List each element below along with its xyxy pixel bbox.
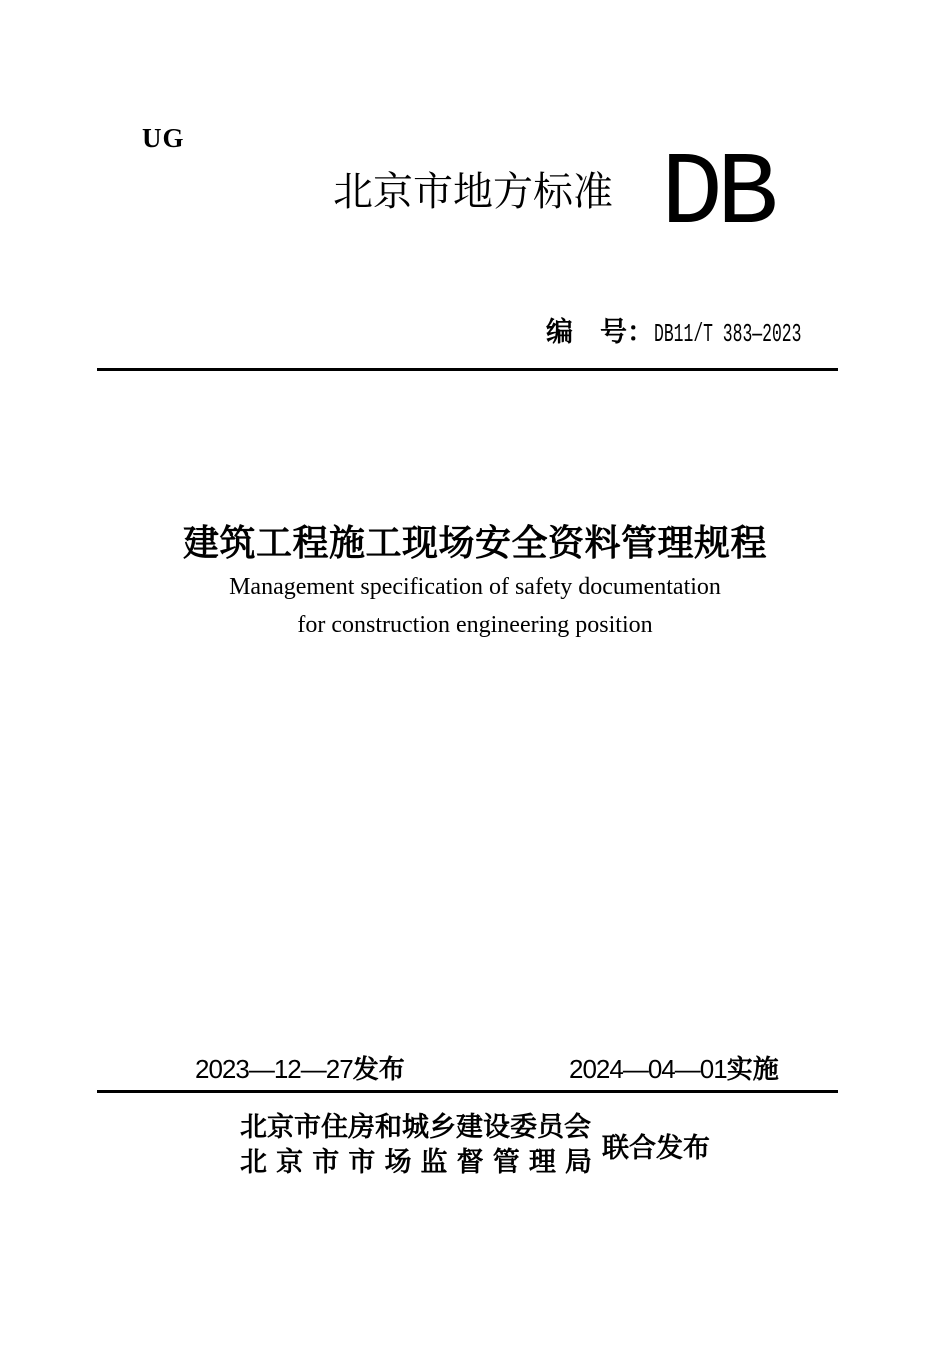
bottom-rule — [97, 1090, 838, 1093]
document-title-zh: 建筑工程施工现场安全资料管理规程 — [182, 522, 767, 563]
corner-mark: UG — [142, 123, 185, 153]
issue-date-label: 发布 — [352, 1054, 405, 1084]
publisher-1: 北京市住房和城乡建设委员会 — [240, 1112, 591, 1142]
standard-number-line — [546, 310, 807, 349]
implementation-date — [569, 1049, 779, 1086]
publisher-names — [240, 1110, 592, 1180]
implementation-date-value: 2024—04—01 — [569, 1054, 727, 1084]
standard-number-value: DB11/T 383—2023 — [654, 319, 802, 349]
publishers-block — [0, 1110, 950, 1180]
standard-type-title: 北京市地方标准 — [333, 170, 613, 214]
joint-publish-label: 联合发布 — [602, 1132, 710, 1163]
document-title-en-line2: for construction engineering position — [297, 612, 653, 638]
document-title-en-line1: Management specification of safety documentation — [229, 574, 721, 600]
issue-date-value: 2023—12—27 — [195, 1054, 353, 1084]
issue-date — [195, 1049, 405, 1086]
standard-number-label: 编 号： — [546, 317, 654, 347]
publisher-2: 北京市市场监督管理局 — [240, 1147, 592, 1178]
implementation-date-label: 实施 — [726, 1054, 779, 1084]
top-rule — [97, 368, 838, 371]
db-logo: DB — [661, 136, 773, 253]
